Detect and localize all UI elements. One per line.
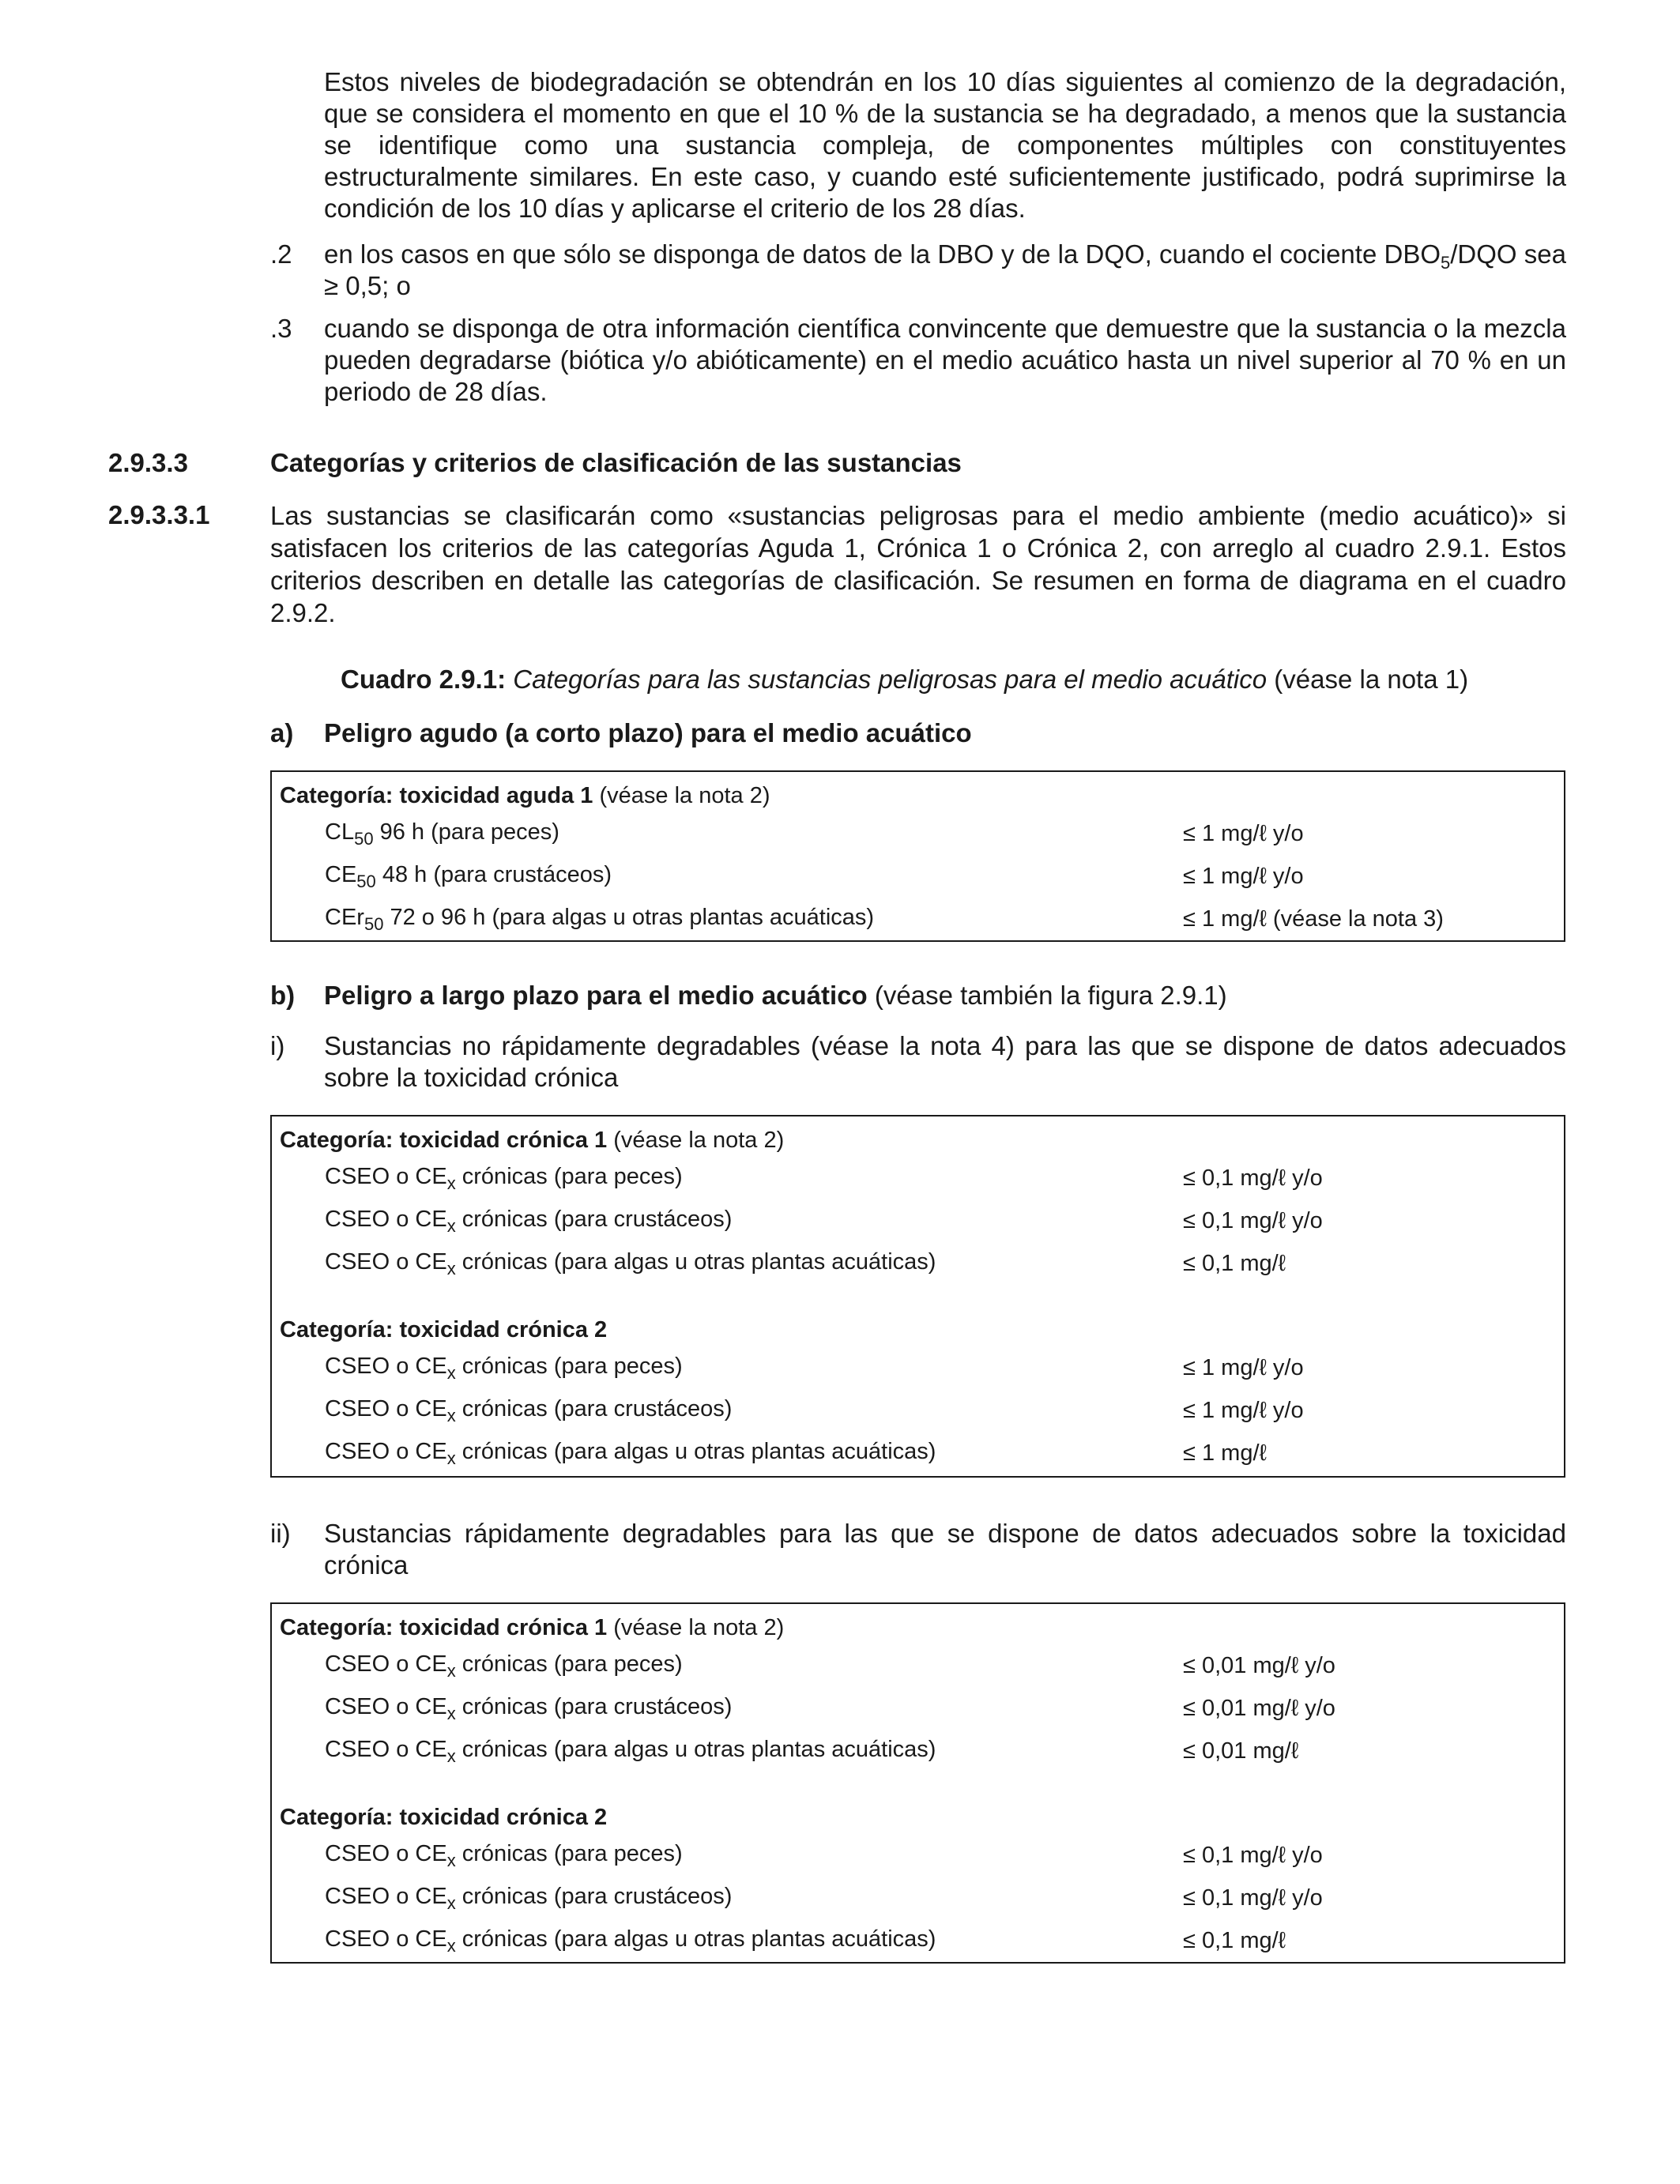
criterion-value: ≤ 0,01 mg/ℓ y/o	[1183, 1696, 1335, 1721]
table-row	[272, 805, 1564, 848]
table-row	[272, 1680, 1564, 1723]
table-row	[272, 1150, 1564, 1192]
item-2-text-a: en los casos en que sólo se disponga de datos de la DBO y de la DQO, cuando el cociente DBO	[324, 239, 1441, 269]
table-row	[272, 1192, 1564, 1235]
part-b-heading	[324, 980, 1227, 1011]
criterion-label: $CL_{50}$ 96 h (para peces)	[325, 819, 559, 849]
caption-note: (véase la nota 1)	[1274, 665, 1469, 694]
category-heading: Categoría: toxicidad aguda 1 (véase la nota 2)	[280, 783, 770, 808]
criterion-value: ≤ 1 mg/ℓ y/o	[1183, 1355, 1304, 1380]
criterion-label: CSEO o $CE_x$ crónicas (para algas u otras plantas acuáticas)	[325, 1249, 936, 1278]
section-title: Categorías y criterios de clasificación de las sustancias	[270, 448, 962, 477]
criterion-value: ≤ 0,01 mg/ℓ	[1183, 1738, 1299, 1764]
section-number: 2.9.3.3	[108, 448, 188, 477]
criterion-label: CSEO o $CE_x$ crónicas (para peces)	[325, 1164, 683, 1193]
criterion-label: CSEO o $CE_x$ crónicas (para algas u otras plantas acuáticas)	[325, 1439, 936, 1468]
caption-title: Categorías para las sustancias peligrosas para el medio acuático	[513, 665, 1268, 694]
table-row	[272, 1723, 1564, 1765]
item-2-number: .2	[270, 239, 292, 269]
table-row	[272, 1637, 1564, 1680]
part-b-i-label: i)	[270, 1031, 285, 1060]
subsection-number: 2.9.3.3.1	[108, 500, 210, 529]
category-heading: Categoría: toxicidad crónica 1 (véase la nota 2)	[280, 1128, 785, 1153]
part-b-ii-label: ii)	[270, 1519, 291, 1548]
criterion-value: ≤ 1 mg/ℓ	[1183, 1440, 1267, 1466]
item-3-text: cuando se disponga de otra información científica convincente que demuestre que la sustancia o la mezcla pueden degradarse (biótica y/o abióticamente) en el medio acuático hasta un nivel superior al 70 % en un periodo de 28 días.	[324, 314, 1566, 406]
part-b-title: Peligro a largo plazo para el medio acuático	[324, 981, 868, 1010]
criterion-value: ≤ 0,1 mg/ℓ	[1183, 1251, 1286, 1276]
criterion-value: ≤ 0,1 mg/ℓ y/o	[1183, 1843, 1323, 1868]
criterion-label: $CE_{50}$ 48 h (para crustáceos)	[325, 862, 612, 891]
criterion-value: ≤ 1 mg/ℓ (véase la nota 3)	[1183, 906, 1444, 932]
criterion-value: ≤ 0,01 mg/ℓ y/o	[1183, 1653, 1335, 1678]
table-row	[272, 1425, 1564, 1467]
table-row	[272, 891, 1564, 933]
table-row	[272, 1339, 1564, 1382]
criterion-value: ≤ 0,1 mg/ℓ y/o	[1183, 1165, 1323, 1191]
item-2-text-b: /DQO sea ≥ 0,5; o	[324, 239, 1566, 300]
category-heading: Categoría: toxicidad crónica 1 (véase la nota 2)	[280, 1615, 785, 1640]
part-b-label: b)	[270, 981, 296, 1010]
table-row	[272, 1235, 1564, 1278]
category-heading: Categoría: toxicidad crónica 2	[280, 1805, 608, 1830]
criterion-label: CEr$_{50}$ 72 o 96 h (para algas u otras plantas acuáticas)	[325, 905, 875, 934]
part-b-i-text: Sustancias no rápidamente degradables (véase la nota 4) para las que se dispone de datos adecuados sobre la toxicidad crónica	[324, 1031, 1566, 1092]
caption-label: Cuadro 2.9.1:	[341, 665, 507, 694]
chronic-toxicity-table-rapidly-degradable	[270, 1602, 1565, 1964]
criterion-label: CSEO o $CE_x$ crónicas (para peces)	[325, 1841, 683, 1870]
criterion-label: CSEO o $CE_x$ crónicas (para algas u otras plantas acuáticas)	[325, 1926, 936, 1956]
criterion-label: CSEO o $CE_x$ crónicas (para peces)	[325, 1651, 683, 1681]
criterion-label: CSEO o $CE_x$ crónicas (para algas u otras plantas acuáticas)	[325, 1737, 936, 1766]
category-heading: Categoría: toxicidad crónica 2	[280, 1317, 608, 1342]
criterion-value: ≤ 0,1 mg/ℓ	[1183, 1928, 1286, 1953]
criterion-label: CSEO o $CE_x$ crónicas (para peces)	[325, 1354, 683, 1383]
criterion-label: CSEO o $CE_x$ crónicas (para crustáceos)	[325, 1884, 733, 1913]
item-3-number: .3	[270, 314, 292, 343]
table-caption	[341, 664, 1468, 695]
part-b-ii-text: Sustancias rápidamente degradables para las que se dispone de datos adecuados sobre la toxicidad crónica	[324, 1519, 1566, 1580]
table-row	[272, 848, 1564, 891]
chronic-toxicity-table-not-rapidly-degradable	[270, 1115, 1565, 1478]
criterion-value: ≤ 1 mg/ℓ y/o	[1183, 864, 1304, 889]
criterion-label: CSEO o $CE_x$ crónicas (para crustáceos)	[325, 1396, 733, 1425]
item-2-text	[324, 239, 1566, 302]
table-row	[272, 1827, 1564, 1870]
criterion-value: ≤ 1 mg/ℓ y/o	[1183, 821, 1304, 846]
criterion-label: CSEO o $CE_x$ crónicas (para crustáceos)	[325, 1207, 733, 1236]
part-a-title: Peligro agudo (a corto plazo) para el medio acuático	[324, 718, 972, 747]
part-b-note: (véase también la figura 2.9.1)	[874, 981, 1227, 1010]
table-row	[272, 1382, 1564, 1425]
acute-toxicity-table	[270, 770, 1565, 942]
item-2-subscript: 5	[1441, 253, 1451, 273]
criterion-value: ≤ 0,1 mg/ℓ y/o	[1183, 1885, 1323, 1911]
table-row	[272, 1870, 1564, 1912]
criterion-value: ≤ 1 mg/ℓ y/o	[1183, 1398, 1304, 1423]
criterion-label: CSEO o $CE_x$ crónicas (para crustáceos)	[325, 1694, 733, 1723]
criterion-value: ≤ 0,1 mg/ℓ y/o	[1183, 1208, 1323, 1233]
part-a-label: a)	[270, 718, 294, 747]
subsection-text: Las sustancias se clasificarán como «sustancias peligrosas para el medio ambiente (medio acuático)» si satisfacen los criterios de las categorías Aguda 1, Crónica 1 o Crónica 2, con arreglo al cuadro 2.9.1. Estos criterios describen en detalle las categorías de clasificación. Se resumen en forma de diagrama en el cuadro 2.9.2.	[270, 501, 1566, 627]
table-row	[272, 1912, 1564, 1955]
intro-continuation-paragraph: Estos niveles de biodegradación se obtendrán en los 10 días siguientes al comienzo de la degradación, que se considera el momento en que el 10 % de la sustancia se ha degradado, a menos que la sustancia se identifique como una sustancia compleja, de componentes múltiples con constituyentes estructuralmente similares. En este caso, y cuando esté suficientemente justificado, podrá suprimirse la condición de los 10 días y aplicarse el criterio de los 28 días.	[324, 67, 1566, 223]
